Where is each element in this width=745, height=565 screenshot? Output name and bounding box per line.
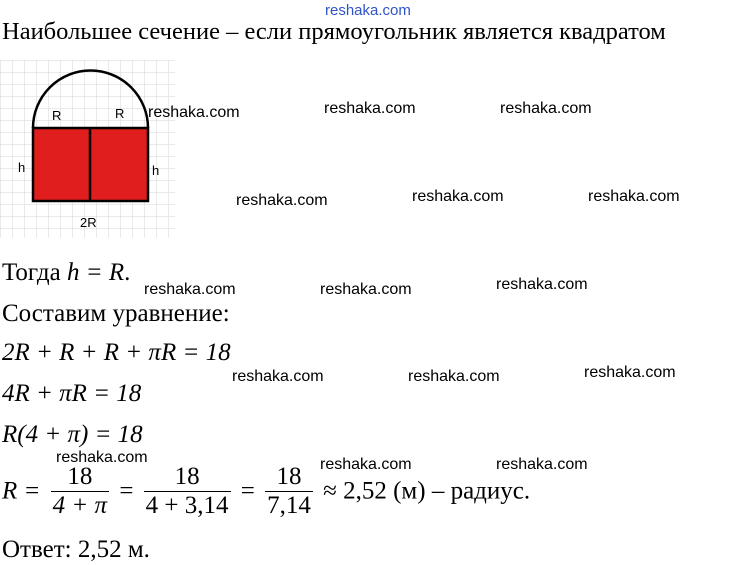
cross-section-figure	[0, 60, 180, 240]
fraction-3-numerator: 18	[265, 463, 313, 492]
label-h-left: h	[18, 160, 26, 175]
heading: Наибольшее сечение – если прямоугольник является квадратом	[2, 18, 666, 45]
fraction-1-numerator: 18	[51, 463, 109, 492]
label-r-left: R	[52, 108, 62, 123]
sostavim-line: Составим уравнение:	[2, 300, 230, 327]
watermark: reshaka.com	[588, 188, 680, 205]
fraction-3	[265, 463, 313, 520]
watermark-top: reshaka.com	[325, 2, 411, 19]
watermark: reshaka.com	[496, 276, 588, 293]
equation-1: 2R + R + R + πR = 18	[2, 339, 231, 366]
watermark: reshaka.com	[500, 100, 592, 117]
watermark: reshaka.com	[320, 456, 412, 473]
watermark: reshaka.com	[56, 449, 148, 466]
eq4-tail: ≈ 2,52 (м) – радиус.	[323, 477, 531, 505]
equation-3: R(4 + π) = 18	[2, 421, 143, 448]
watermark: reshaka.com	[148, 104, 240, 121]
togda-math: h = R	[66, 259, 125, 286]
watermark: reshaka.com	[232, 368, 324, 385]
watermark: reshaka.com	[320, 281, 412, 298]
eq4-equals-2: =	[240, 477, 255, 505]
watermark: reshaka.com	[496, 456, 588, 473]
label-r-right: R	[115, 106, 125, 121]
eq4-equals-1: =	[119, 477, 134, 505]
togda-suffix: .	[124, 259, 131, 286]
togda-prefix: Тогда	[2, 259, 67, 286]
fraction-2-denominator: 4 + 3,14	[145, 492, 229, 519]
equation-2: 4R + πR = 18	[2, 380, 142, 407]
watermark: reshaka.com	[236, 192, 328, 209]
watermark: reshaka.com	[144, 281, 236, 298]
answer-line: Ответ: 2,52 м.	[2, 536, 150, 563]
label-bottom: 2R	[80, 215, 97, 230]
fraction-1-denominator: 4 + π	[52, 492, 108, 519]
eq4-lhs: R =	[2, 477, 41, 505]
fraction-2-numerator: 18	[144, 463, 231, 492]
watermark: reshaka.com	[324, 100, 416, 117]
fraction-2	[144, 463, 231, 520]
watermark: reshaka.com	[584, 364, 676, 381]
watermark: reshaka.com	[412, 188, 504, 205]
watermark: reshaka.com	[408, 368, 500, 385]
fraction-1	[51, 463, 109, 520]
equation-4	[2, 463, 530, 520]
togda-line	[2, 258, 130, 288]
fraction-3-denominator: 7,14	[267, 492, 311, 519]
label-h-right: h	[152, 163, 160, 178]
